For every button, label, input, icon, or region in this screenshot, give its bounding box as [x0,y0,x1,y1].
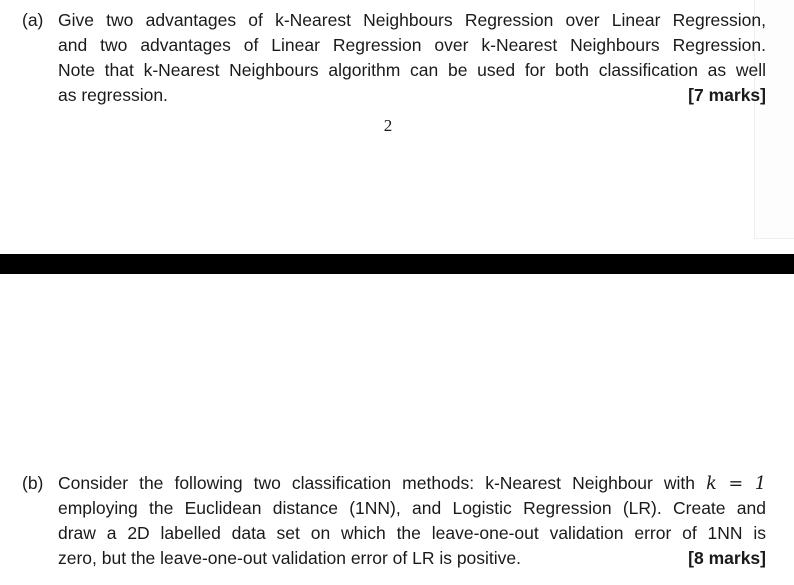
page-number: 2 [383,116,393,135]
question-a-line-2: and two advantages of Linear Regression over k-Nearest Neighbours Regression. [58,35,766,55]
page-top [0,0,794,254]
question-a-line-4 [58,83,766,108]
question-b-line-2: employing the Euclidean distance (1NN), and Logistic Regression (LR). Create and [58,498,766,518]
question-a-marks: [7 marks] [688,85,766,105]
question-b-line-4 [58,546,766,571]
question-b-line-3: draw a 2D labelled data set on which the leave-one-out validation error of 1NN is [58,523,766,543]
question-b-label: (b) [22,473,44,493]
question-b-line-1 [58,471,766,496]
question-b-text [58,471,766,571]
question-b-marks: [8 marks] [688,548,766,568]
question-b-k-value: k = 1 [706,474,767,494]
question-a-label: (a) [22,10,44,30]
question-a-last-text: as regression. [58,85,168,105]
page-divider [0,254,794,274]
question-b-last-text: zero, but the leave-one-out validation error of LR is positive. [58,548,522,568]
question-b-line-1-text: Consider the following two classification methods: k-Nearest Neighbour with [58,473,696,493]
question-a-line-3: Note that k-Nearest Neighbours algorithm can be used for both classification as well [58,60,766,80]
question-a-text [58,8,766,108]
question-a-line-1: Give two advantages of k-Nearest Neighbours Regression over Linear Regression, [58,10,766,30]
